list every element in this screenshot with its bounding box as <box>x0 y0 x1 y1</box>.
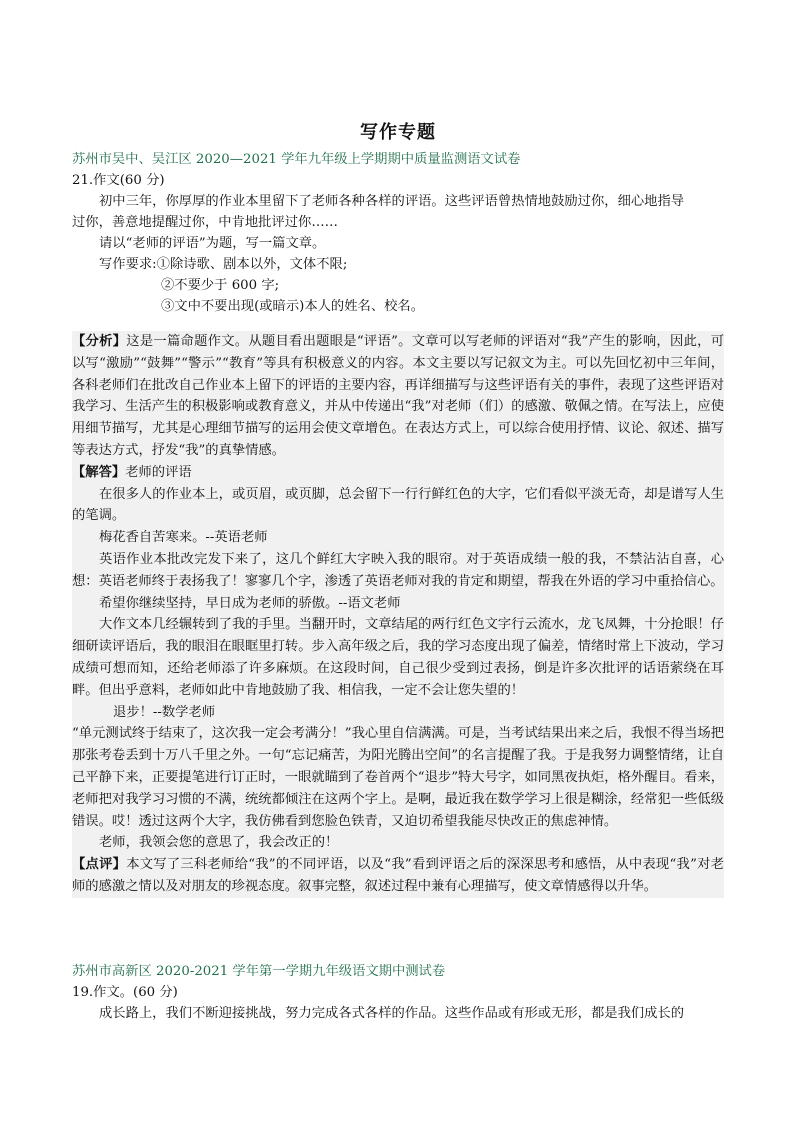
question-number: 21.作文(60 分) <box>72 173 165 188</box>
essay-comment-heading: 梅花香自苦寒来。--英语老师 <box>99 530 268 546</box>
essay-paragraph: 英语作业本批改完发下来了，这几个鲜红大字映入我的眼帘。对于英语成绩一般的我，不禁沾沾自喜，心想：英语老师终于表扬我了！寥寥几个字，渗透了英语老师对我的肯定和期望，帮我在外语的学习中重拾信心。 <box>72 551 724 589</box>
page-title: 写作专题 <box>360 122 436 143</box>
analysis-text: 这是一篇命题作文。从题目看出题眼是“评语”。文章可以写老师的评语对“我”产生的影响，因此，可以写“激励”“鼓舞”“警示”“教育”等具有积极意义的内容。本文主要以写记叙文为主。可以先回忆初中三年间，各科老师们在批改自己作业本上留下的评语的主要内容，再详细描写与这些评语有关的事件，表现了这些评语对我学习、生活产生的积极影响或教育意义，并从中传递出“我”对老师（们）的感激、敬佩之情。在写法上，应使用细节描写，尤其是心理细节描写的运用会使文章增色。在表达方式上，可以综合使用抒情、议论、叙述、描写等表达方式，抒发“我”的真挚情感。 <box>72 334 724 458</box>
analysis-box <box>72 331 724 898</box>
section-2 <box>72 962 724 1024</box>
prompt-line: 成长路上，我们不断迎接挑战，努力完成各式各样的作品。这些作品或有形或无形，都是我们成长的 <box>99 1006 685 1021</box>
source-heading: 苏州市吴中、吴江区 2020—2021 学年九年级上学期期中质量监测语文试卷 <box>72 152 521 167</box>
essay-paragraph: “单元测试终于结束了，这次我一定会考满分！”我心里自信满满。可是，当考试结果出来之后，我恨不得当场把那张考卷丢到十万八千里之外。一句“忘记痛苦，为阳光腾出空间”的名言提醒了我。于是我努力调整情绪，让自己平静下来，正要提笔进行订正时，一眼就瞄到了卷首两个“退步”特大号字，如同黑夜执炬，格外醒目。看来，老师把对我学习习惯的不满，统统都倾注在这两个字上。是啊，最近我在数学学习上很是糊涂，经常犯一些低级错误。哎！透过这两个大字，我仿佛看到您脸色铁青，又迫切希望我能尽快改正的焦虑神情。 <box>72 726 724 829</box>
prompt-line: 过你，善意地提醒过你，中肯地批评过你…… <box>72 215 338 230</box>
answer-label: 【解答】 <box>72 464 126 480</box>
answer-title: 老师的评语 <box>125 464 192 480</box>
requirement-1: 写作要求:①除诗歌、剧本以外，文体不限; <box>99 257 348 272</box>
source-heading: 苏州市高新区 2020-2021 学年第一学期九年级语文期中测试卷 <box>72 964 446 979</box>
essay-paragraph: 在很多人的作业本上，或页眉，或页脚，总会留下一行行鲜红色的大字，它们看似平淡无奇，却是谱写人生的笔调。 <box>72 486 724 524</box>
question-number: 19.作文。(60 分) <box>72 985 178 1000</box>
prompt-line: 初中三年，你厚厚的作业本里留下了老师各种各样的评语。这些评语曾热情地鼓励过你，细心地指导 <box>99 194 685 209</box>
essay-paragraph: 大作文本几经辗转到了我的手里。当翻开时，文章结尾的两行红色文字行云流水，龙飞凤舞，十分抢眼！仔细研读评语后，我的眼泪在眼眶里打转。步入高年级之后，我的学习态度出现了偏差，情绪时常上下波动，学习成绩可想而知，还给老师添了许多麻烦。在这段时间，自己很少受到过表扬，倒是许多次批评的话语萦绕在耳畔。但出乎意料，老师如此中肯地鼓励了我、相信我，一定不会让您失望的！ <box>72 617 724 698</box>
section-1 <box>72 150 724 317</box>
answer-heading <box>72 462 724 484</box>
essay-comment-heading: 希望你继续坚持，早日成为老师的骄傲。--语文老师 <box>99 595 401 611</box>
comment-text: 本文写了三科老师给“我”的不同评语，以及“我”看到评语之后的深深思考和感悟，从中表现“我”对老师的感激之情以及对朋友的珍视态度。叙事完整，叙述过程中兼有心理描写，使文章情感得以升华。 <box>72 857 724 894</box>
analysis-label: 【分析】 <box>72 334 127 349</box>
comment-paragraph <box>72 854 724 898</box>
requirement-2: ②不要少于 600 字; <box>161 278 280 293</box>
essay-comment-heading: 退步！--数学老师 <box>113 704 216 720</box>
requirement-3: ③文中不要出现(或暗示)本人的姓名、校名。 <box>161 299 425 314</box>
comment-label: 【点评】 <box>72 857 127 873</box>
essay-paragraph: 老师，我领会您的意思了，我会改正的！ <box>99 835 339 851</box>
analysis-paragraph <box>72 331 724 462</box>
task-line: 请以“老师的评语”为题，写一篇文章。 <box>99 236 326 251</box>
